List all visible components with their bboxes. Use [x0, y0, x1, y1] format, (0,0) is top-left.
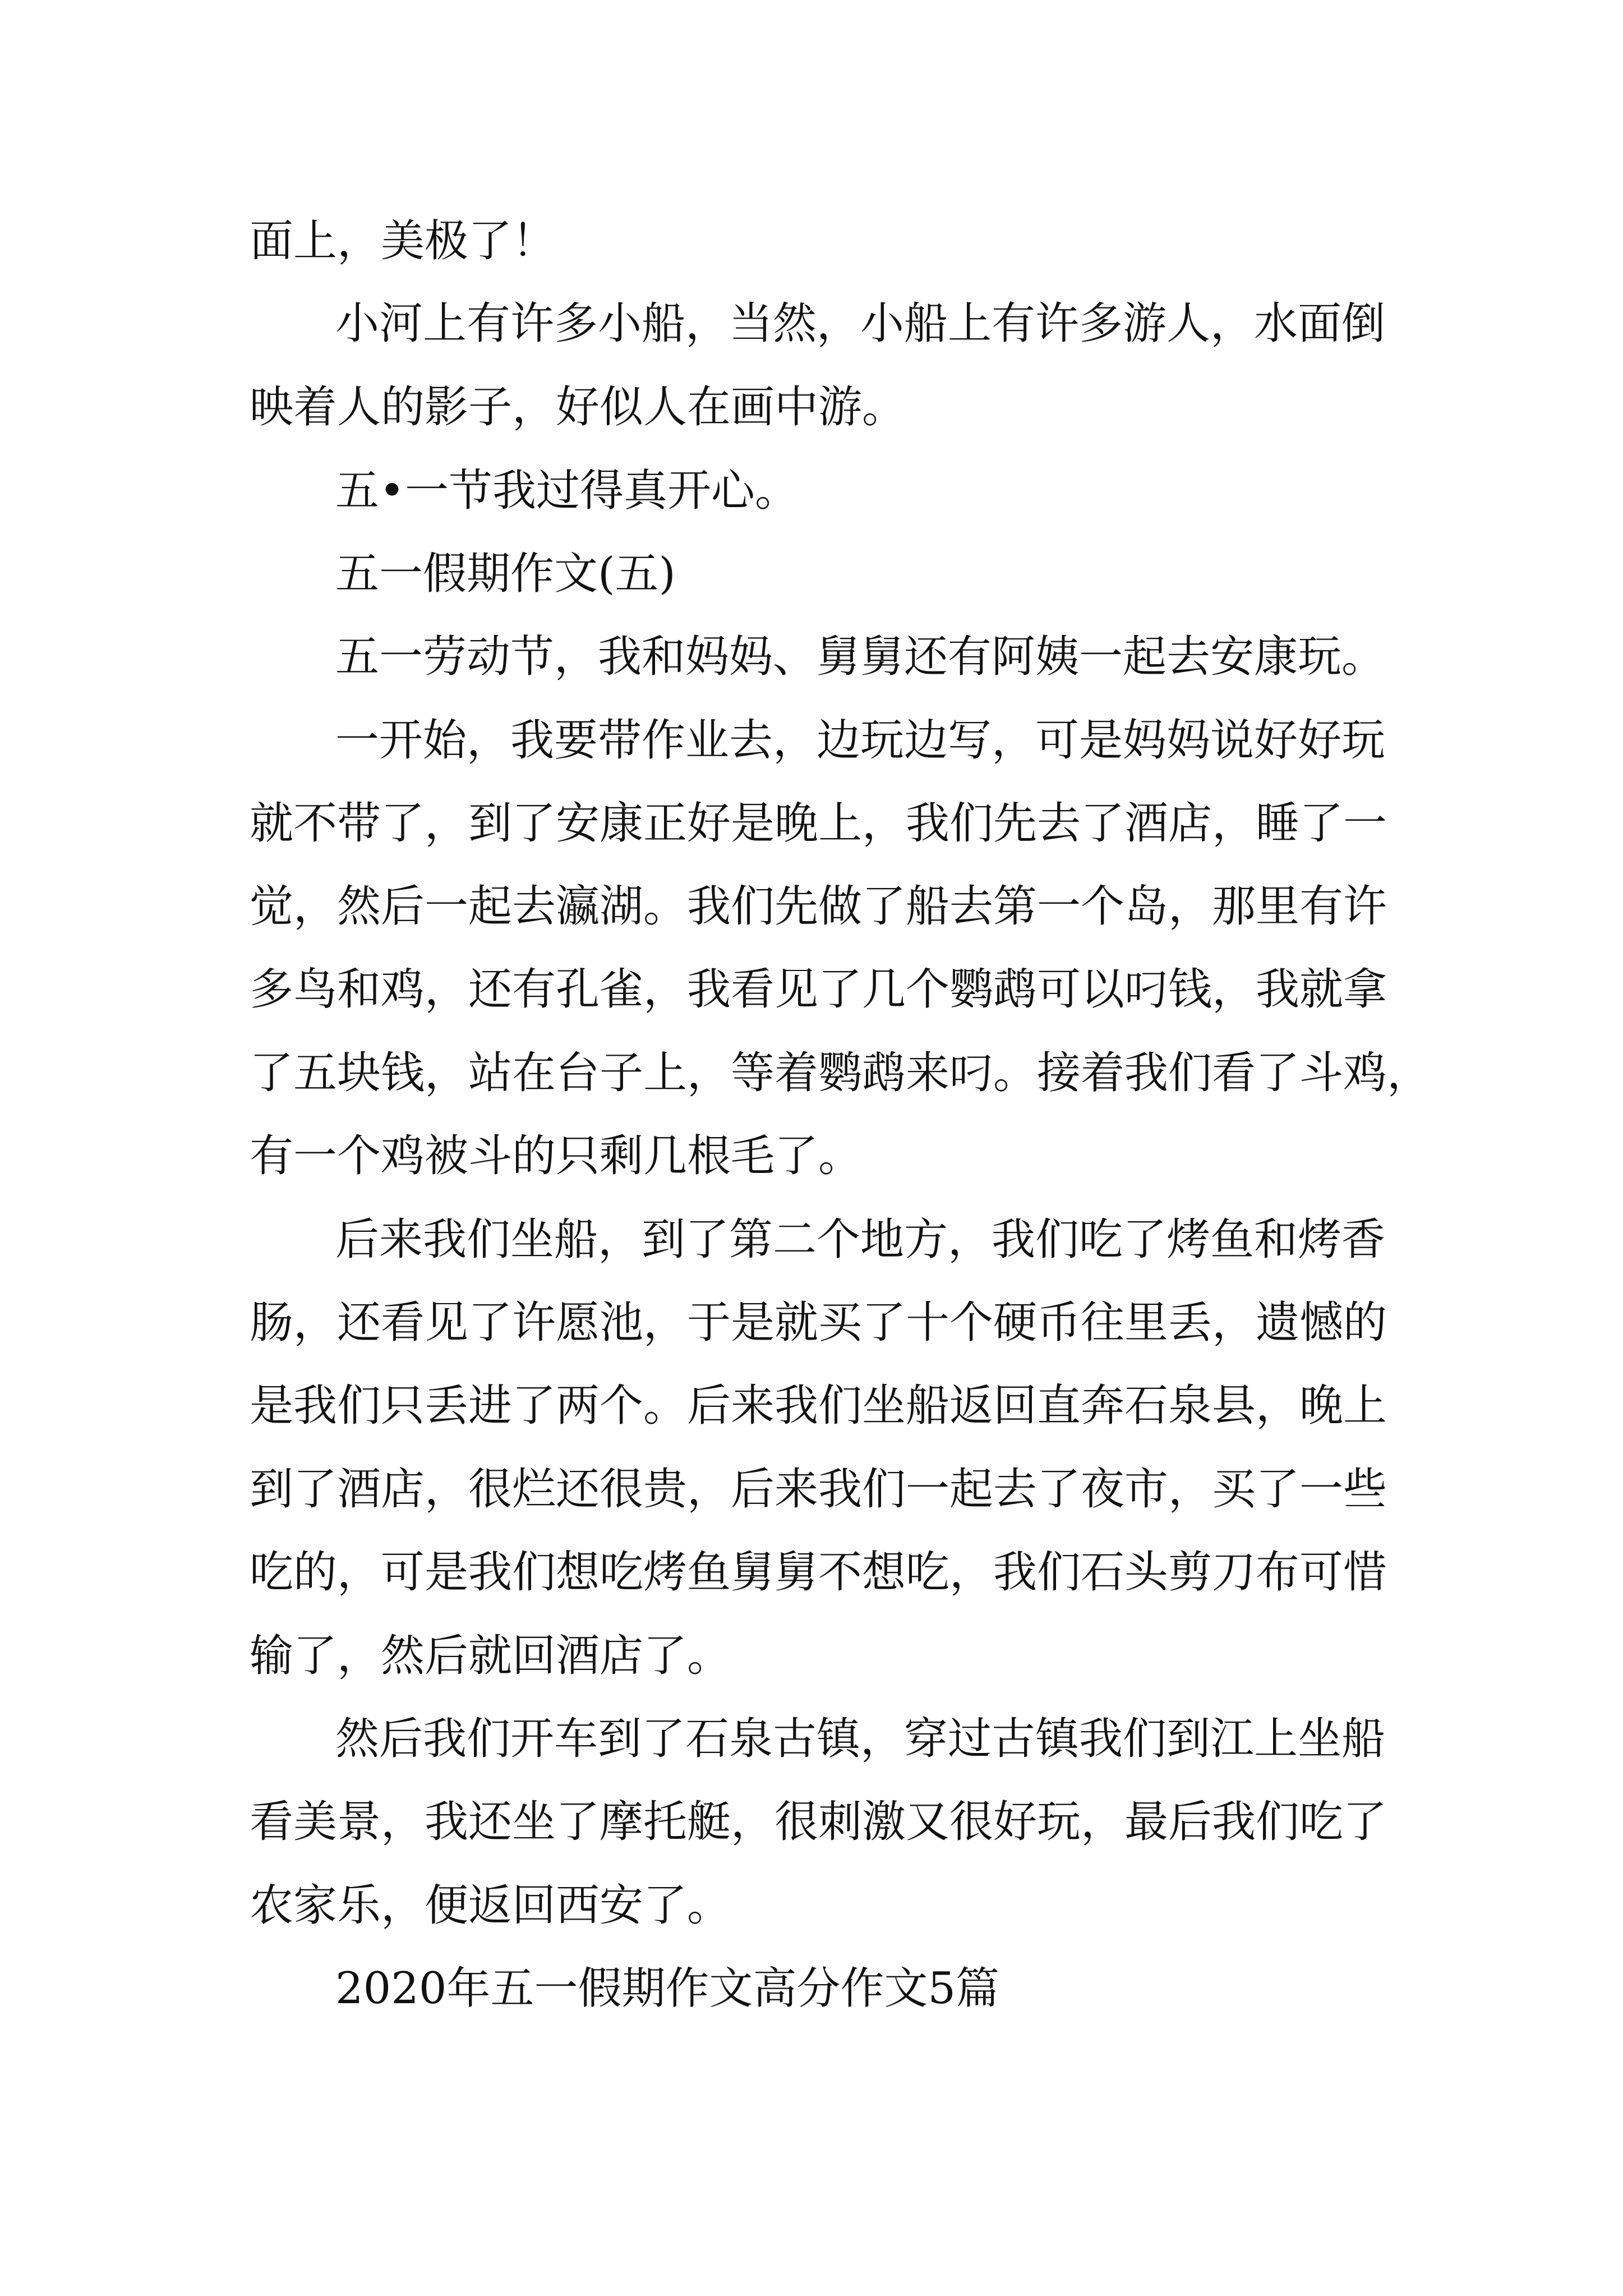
paragraph-line: 小河上有许多小船，当然，小船上有许多游人，水面倒 — [335, 298, 1386, 349]
paragraph-line: 五•一节我过得真开心。 — [335, 466, 799, 516]
text-line: 就不带了，到了安康正好是晚上，我们先去了酒店，睡了一 — [250, 798, 1387, 849]
document-footer-title: 2020年五一假期作文高分作文5篇 — [335, 1963, 1000, 2014]
text-line: 映着人的影子，好似人在画中游。 — [250, 382, 906, 432]
text-line: 看美景，我还坐了摩托艇，很刺激又很好玩，最后我们吃了 — [250, 1797, 1387, 1847]
text-line: 吃的，可是我们想吃烤鱼舅舅不想吃，我们石头剪刀布可惜 — [250, 1547, 1387, 1598]
text-line: 肠，还看见了许愿池，于是就买了十个硬币往里丢，遗憾的 — [250, 1297, 1387, 1348]
paragraph-line: 然后我们开车到了石泉古镇，穿过古镇我们到江上坐船 — [335, 1714, 1386, 1764]
text-line: 输了，然后就回酒店了。 — [250, 1631, 731, 1681]
text-line: 到了酒店，很烂还很贵，后来我们一起去了夜市，买了一些 — [250, 1464, 1387, 1515]
paragraph-line: 五一劳动节，我和妈妈、舅舅还有阿姨一起去安康玩。 — [335, 632, 1386, 682]
paragraph-line: 一开始，我要带作业去，边玩边写，可是妈妈说好好玩 — [335, 715, 1386, 766]
text-line: 面上，美极了！ — [250, 216, 556, 266]
text-line: 是我们只丢进了两个。后来我们坐船返回直奔石泉县，晚上 — [250, 1381, 1387, 1431]
section-heading: 五一假期作文(五) — [335, 549, 676, 599]
paragraph-line: 后来我们坐船，到了第二个地方，我们吃了烤鱼和烤香 — [335, 1214, 1386, 1265]
text-line: 了五块钱，站在台子上，等着鹦鹉来叼。接着我们看了斗鸡， — [250, 1048, 1431, 1098]
text-line: 有一个鸡被斗的只剩几根毛了。 — [250, 1131, 863, 1181]
text-line: 农家乐，便返回西安了。 — [250, 1880, 731, 1931]
text-line: 多鸟和鸡，还有孔雀，我看见了几个鹦鹉可以叼钱，我就拿 — [250, 964, 1387, 1015]
text-line: 觉，然后一起去瀛湖。我们先做了船去第一个岛，那里有许 — [250, 881, 1387, 932]
